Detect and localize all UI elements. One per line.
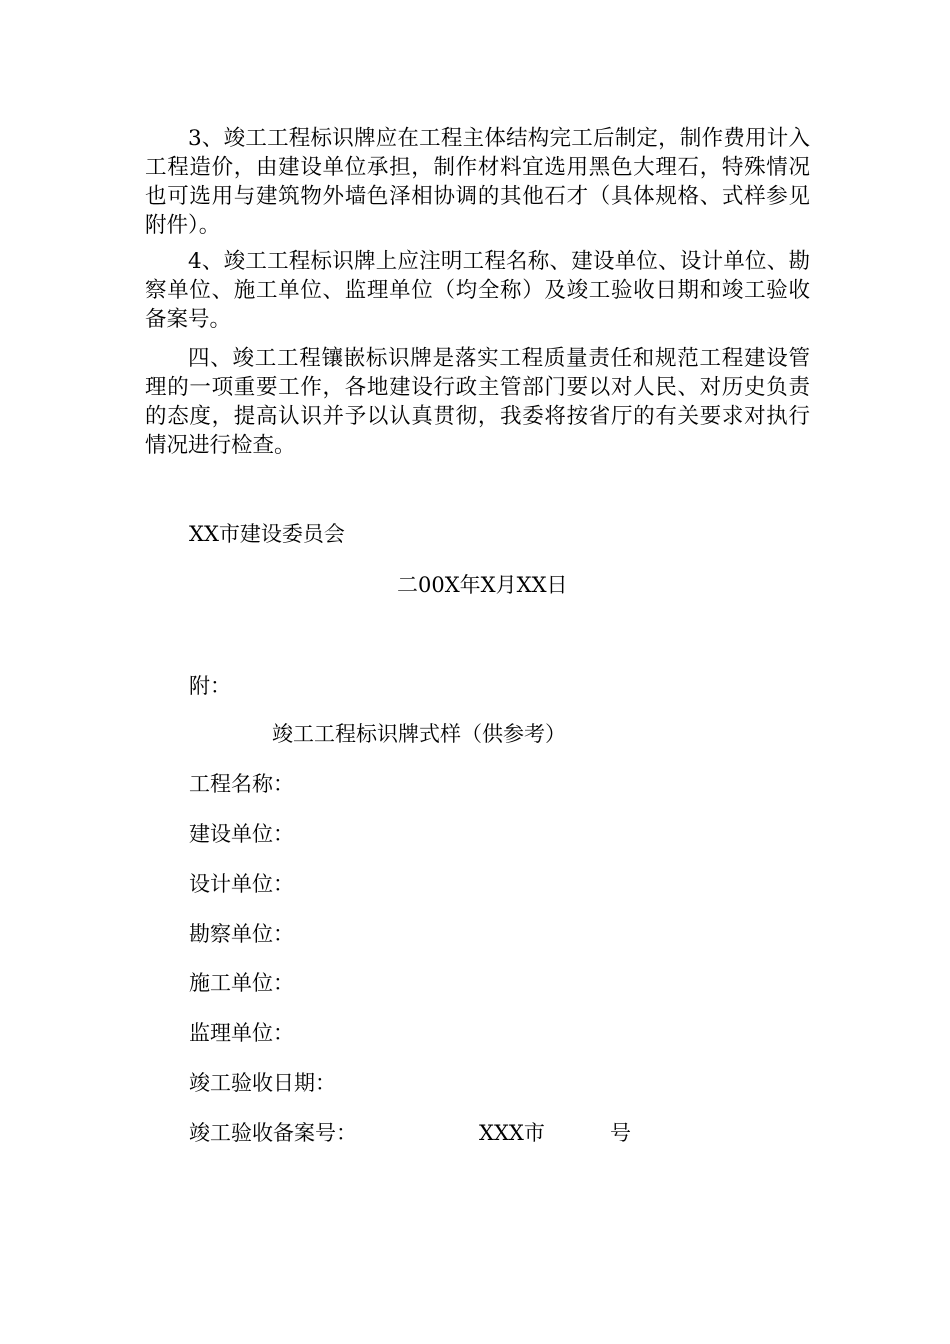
field-supervision-unit: 监理单位：	[189, 1021, 294, 1045]
attachment-label: 附：	[189, 674, 231, 698]
signature-organization: XX市建设委员会	[189, 522, 345, 546]
paragraph-section-4: 四、竣工工程镶嵌标识牌是落实工程质量责任和规范工程建设管理的一项重要工作，各地建设行政主管部门要以对人民、对历史负责的态度，提高认识并予以认真贯彻，我委将按省厅的有关要求对执行情况进行检查。	[145, 346, 810, 458]
field-record-number-label: 竣工验收备案号：	[189, 1121, 357, 1145]
field-record-number-suffix: 号	[610, 1121, 631, 1145]
field-builder-unit: 施工单位：	[189, 971, 294, 995]
field-construction-unit: 建设单位：	[189, 822, 294, 846]
paragraph-item-4: 4、竣工工程标识牌上应注明工程名称、建设单位、设计单位、勘察单位、施工单位、监理单位（均全称）及竣工验收日期和竣工验收备案号。	[145, 249, 810, 332]
attachment-title: 竣工工程标识牌式样（供参考）	[272, 722, 566, 746]
field-acceptance-date: 竣工验收日期：	[189, 1071, 336, 1095]
paragraph-item-3: 3、竣工工程标识牌应在工程主体结构完工后制定，制作费用计入工程造价，由建设单位承担，制作材料宜选用黑色大理石，特殊情况也可选用与建筑物外墙色泽相协调的其他石才（具体规格、式样参见附件）。	[145, 126, 810, 238]
field-design-unit: 设计单位：	[189, 872, 294, 896]
field-record-number-city: XXX市	[479, 1121, 545, 1145]
field-survey-unit: 勘察单位：	[189, 922, 294, 946]
signature-date: 二00X年X月XX日	[397, 573, 568, 597]
field-project-name: 工程名称：	[189, 772, 294, 796]
